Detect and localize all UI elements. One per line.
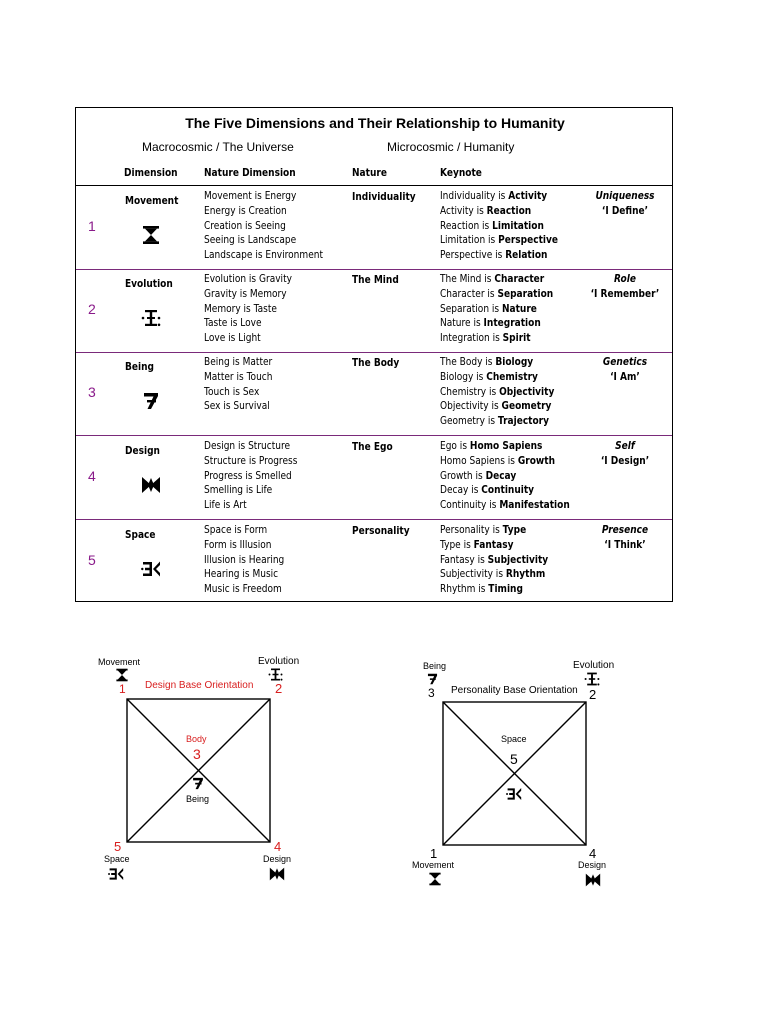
keynote-predicate: Character xyxy=(494,272,545,285)
keynote-predicate: Geometry xyxy=(501,399,552,413)
row-number: 1 xyxy=(88,218,96,234)
corner-number-1: 1 xyxy=(430,846,438,861)
nature-dimension-line: Hearing is Music xyxy=(204,567,279,581)
nature-dimension-line: Structure is Progress xyxy=(204,453,298,467)
personality-base-orientation-title: Personality Base Orientation xyxy=(451,685,578,696)
nature-dimension-line: Love is Light xyxy=(204,331,261,345)
dimension-name: Being xyxy=(125,360,154,373)
space-label: Space xyxy=(104,854,130,864)
design-base-orientation-title: Design Base Orientation xyxy=(145,680,254,691)
keynote-subject: Integration is xyxy=(440,331,503,345)
row-number: 4 xyxy=(88,468,96,484)
space-center-label: Space xyxy=(501,734,527,744)
dimension-name: Space xyxy=(125,528,156,541)
keynote-subject: Individuality is xyxy=(440,189,509,202)
keynote-predicate: Manifestation xyxy=(499,498,570,512)
evolution-corner-label: Evolution xyxy=(573,660,615,671)
keynote-predicate: Objectivity xyxy=(499,384,555,398)
nature-dimension-line: Movement is Energy xyxy=(204,189,297,202)
body-label: Body xyxy=(186,734,207,744)
keynote-predicate: Growth xyxy=(517,453,555,467)
keynote-predicate: Homo Sapiens xyxy=(469,439,543,452)
movement-label: Movement xyxy=(98,657,141,667)
nature-dimension-line: Smelling is Life xyxy=(204,483,273,497)
keynote-subject: Chemistry is xyxy=(440,384,500,398)
evolution-label: Evolution xyxy=(258,656,300,667)
keynote-predicate: Timing xyxy=(488,582,523,596)
nature-dimension-line: Energy is Creation xyxy=(204,203,287,217)
keynote-subject: Objectivity is xyxy=(440,399,502,413)
keynote-predicate: Activity xyxy=(508,189,548,202)
keynote-predicate: Type xyxy=(502,523,527,536)
keynote-predicate: Biology xyxy=(495,355,534,368)
role-name: Presence xyxy=(601,523,649,536)
nature-value: Individuality xyxy=(352,190,416,203)
keynote-subject: Reaction is xyxy=(440,218,493,232)
hourglass-symbol-icon xyxy=(428,872,442,886)
movement-corner-label: Movement xyxy=(412,860,455,870)
nature-dimension-line: Sex is Survival xyxy=(204,399,270,413)
role-quote: ‘I Am’ xyxy=(610,369,640,383)
keynote-subject: Personality is xyxy=(440,523,503,536)
column-header-nature-dimension: Nature Dimension xyxy=(204,166,296,179)
row-number: 2 xyxy=(88,301,96,317)
nature-dimension-line: Space is Form xyxy=(204,523,268,536)
keynote-predicate: Limitation xyxy=(492,218,544,232)
design-corner-label: Design xyxy=(578,860,607,870)
role-quote: ‘I Remember’ xyxy=(590,286,660,300)
nature-dimension-line: Progress is Smelled xyxy=(204,468,292,482)
nature-dimension-line: Music is Freedom xyxy=(204,582,282,596)
keynote-predicate: Chemistry xyxy=(486,369,538,383)
keynote-predicate: Separation xyxy=(497,286,554,300)
column-header-dimension: Dimension xyxy=(124,166,178,179)
corner-number-3: 3 xyxy=(428,686,435,700)
keynote-predicate: Integration xyxy=(483,316,541,330)
keynote-predicate: Nature xyxy=(501,301,537,315)
nature-dimension-line: Illusion is Hearing xyxy=(204,552,285,566)
keynote-subject: Activity is xyxy=(440,203,487,217)
nature-dimension-line: Landscape is Environment xyxy=(204,248,324,262)
keynote-subject: Decay is xyxy=(440,483,482,497)
role-name: Uniqueness xyxy=(595,189,655,202)
keynote-subject: Type is xyxy=(440,537,474,551)
being-label: Being xyxy=(186,794,210,804)
keynote-subject: Separation is xyxy=(440,301,502,315)
nature-dimension-line: Evolution is Gravity xyxy=(204,272,292,285)
nature-value: Personality xyxy=(352,524,410,537)
nature-dimension-line: Being is Matter xyxy=(204,355,273,368)
role-quote: ‘I Think’ xyxy=(604,537,646,551)
role-name: Self xyxy=(615,439,635,452)
keynote-subject: Character is xyxy=(440,286,498,300)
nature-dimension-line: Design is Structure xyxy=(204,439,291,452)
keynote-subject: The Body is xyxy=(440,355,496,368)
role-name: Role xyxy=(614,272,636,285)
design-symbol-icon xyxy=(584,872,602,888)
keynote-subject: Ego is xyxy=(440,439,470,452)
macrocosmic-heading: Macrocosmic / The Universe xyxy=(142,140,294,154)
being-corner-label: Being xyxy=(423,661,447,671)
nature-dimension-line: Matter is Touch xyxy=(204,369,273,383)
nature-dimension-line: Gravity is Memory xyxy=(204,286,287,300)
nature-dimension-line: Touch is Sex xyxy=(204,384,260,398)
keynote-predicate: Subjectivity xyxy=(487,552,549,566)
keynote-subject: The Mind is xyxy=(440,272,495,285)
keynote-subject: Limitation is xyxy=(440,233,499,247)
keynote-subject: Fantasy is xyxy=(440,552,488,566)
row-number: 3 xyxy=(88,384,96,400)
nature-value: The Body xyxy=(352,356,400,369)
nature-dimension-line: Seeing is Landscape xyxy=(204,233,297,247)
keynote-subject: Continuity is xyxy=(440,498,500,512)
keynote-predicate: Decay xyxy=(485,468,517,482)
design-label: Design xyxy=(263,854,292,864)
dimension-name: Movement xyxy=(125,194,179,207)
corner-number-4: 4 xyxy=(589,846,597,861)
corner-number-2: 2 xyxy=(275,681,283,696)
center-number-5: 5 xyxy=(510,751,518,767)
column-header-nature: Nature xyxy=(352,166,387,179)
corner-number-5: 5 xyxy=(114,839,122,854)
corner-number-1: 1 xyxy=(119,682,126,696)
role-quote: ‘I Design’ xyxy=(600,453,650,467)
evolution-symbol-icon xyxy=(584,671,600,687)
keynote-subject: Nature is xyxy=(440,316,484,330)
nature-dimension-line: Form is Illusion xyxy=(204,537,272,551)
keynote-predicate: Continuity xyxy=(481,483,535,497)
nature-value: The Ego xyxy=(352,440,393,453)
keynote-subject: Geometry is xyxy=(440,414,498,428)
nature-dimension-line: Memory is Taste xyxy=(204,301,277,315)
dimension-name: Design xyxy=(125,444,160,457)
keynote-predicate: Spirit xyxy=(502,331,531,345)
corner-number-4: 4 xyxy=(274,839,282,854)
center-number-3: 3 xyxy=(193,746,201,762)
keynote-subject: Biology is xyxy=(440,369,487,383)
nature-dimension-line: Taste is Love xyxy=(204,316,262,330)
keynote-subject: Subjectivity is xyxy=(440,567,506,581)
role-name: Genetics xyxy=(602,355,648,368)
keynote-predicate: Relation xyxy=(505,248,548,262)
nature-value: The Mind xyxy=(352,273,399,286)
keynote-predicate: Fantasy xyxy=(473,537,514,551)
keynote-predicate: Perspective xyxy=(498,233,558,247)
microcosmic-heading: Microcosmic / Humanity xyxy=(387,140,515,154)
corner-number-2: 2 xyxy=(589,687,597,702)
keynote-subject: Rhythm is xyxy=(440,582,489,596)
keynote-predicate: Reaction xyxy=(486,203,532,217)
column-header-keynote: Keynote xyxy=(440,166,482,179)
table-title: The Five Dimensions and Their Relationship to Humanity xyxy=(185,115,565,131)
nature-dimension-line: Life is Art xyxy=(204,498,247,512)
keynote-subject: Perspective is xyxy=(440,248,506,262)
keynote-subject: Growth is xyxy=(440,468,486,482)
nature-dimension-line: Creation is Seeing xyxy=(204,218,286,232)
space-symbol-icon xyxy=(506,786,522,802)
dimension-name: Evolution xyxy=(125,277,173,290)
row-number: 5 xyxy=(88,552,96,568)
keynote-subject: Homo Sapiens is xyxy=(440,453,518,467)
role-quote: ‘I Define’ xyxy=(601,203,649,217)
keynote-predicate: Trajectory xyxy=(497,414,550,428)
keynote-predicate: Rhythm xyxy=(505,567,546,581)
being-symbol-icon xyxy=(426,672,439,686)
